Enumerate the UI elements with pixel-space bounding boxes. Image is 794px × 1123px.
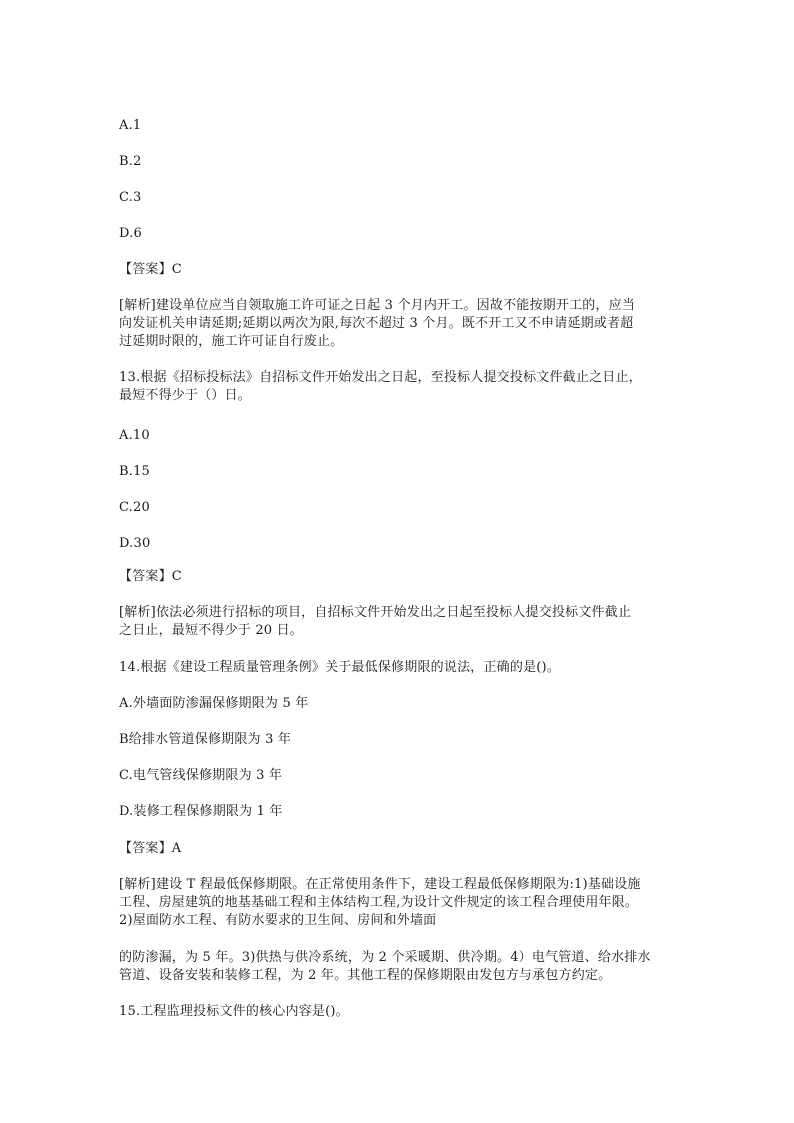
q14-analysis-line: 的防渗漏，为 5 年。3)供热与供冷系统，为 2 个采暖期、供冷期。4）电气管道、给水排水 xyxy=(119,950,651,965)
q13-stem-line: 最短不得少于（）日。 xyxy=(119,388,252,403)
q13-stem xyxy=(119,369,679,405)
q14-analysis-line: 管道、设备安装和装修工程，为 2 年。其他工程的保修期限由发包方与承包方约定。 xyxy=(119,968,612,983)
q12-option-a: A.1 xyxy=(119,118,142,133)
q14-option-d: D.装修工程保修期限为 1 年 xyxy=(119,804,283,819)
q14-stem: 14.根据《建设工程质量管理条例》关于最低保修期限的说法，正确的是()。 xyxy=(119,660,561,675)
q13-analysis xyxy=(119,604,679,640)
q14-answer: 【答案】A xyxy=(119,841,182,856)
q13-option-c: C.20 xyxy=(119,500,150,515)
q14-analysis xyxy=(119,876,679,930)
q14-option-c: C.电气管线保修期限为 3 年 xyxy=(119,768,283,783)
q13-answer: 【答案】C xyxy=(119,569,182,584)
q13-analysis-line: 之日止，最短不得少于 20 日。 xyxy=(119,623,304,638)
q14-analysis-line: 2)屋面防水工程、有防水要求的卫生间、房间和外墙面 xyxy=(119,913,437,928)
q12-analysis xyxy=(119,297,679,351)
q13-option-b: B.15 xyxy=(119,464,151,479)
q13-option-d: D.30 xyxy=(119,536,151,551)
q13-option-a: A.10 xyxy=(119,428,150,443)
q14-analysis-line: 工程、房屋建筑的地基基础工程和主体结构工程,为设计文件规定的该工程合理使用年限。 xyxy=(119,895,639,910)
q14-option-b: B给排水管道保修期限为 3 年 xyxy=(119,732,292,747)
q13-stem-line: 13.根据《招标投标法》自招标文件开始发出之日起，至投标人提交投标文件截止之日止， xyxy=(119,370,642,385)
q14-option-a: A.外墙面防渗漏保修期限为 5 年 xyxy=(119,696,309,711)
q12-option-d: D.6 xyxy=(119,226,142,241)
q12-option-c: C.3 xyxy=(119,190,142,205)
q12-answer: 【答案】C xyxy=(119,262,182,277)
q14-analysis-line: [解析]建设 T 程最低保修期限。在正常使用条件下，建设工程最低保修期限为:1)基础设施 xyxy=(119,877,641,892)
q12-option-b: B.2 xyxy=(119,154,142,169)
q12-analysis-line: 向发证机关申请延期;延期以两次为限,每次不超过 3 个月。既不开工又不申请延期或者超 xyxy=(119,316,634,331)
q15-stem: 15.工程监理投标文件的核心内容是()。 xyxy=(119,1004,349,1019)
q14-analysis-continued xyxy=(119,949,679,985)
q13-analysis-line: [解析]依法必须进行招标的项目，自招标文件开始发出之日起至投标人提交投标文件截止 xyxy=(119,605,632,620)
q12-analysis-line: 过延期时限的，施工许可证自行废止。 xyxy=(119,334,344,349)
q12-analysis-line: [解析]建设单位应当自领取施工许可证之日起 3 个月内开工。因故不能按期开工的，应当 xyxy=(119,298,636,313)
